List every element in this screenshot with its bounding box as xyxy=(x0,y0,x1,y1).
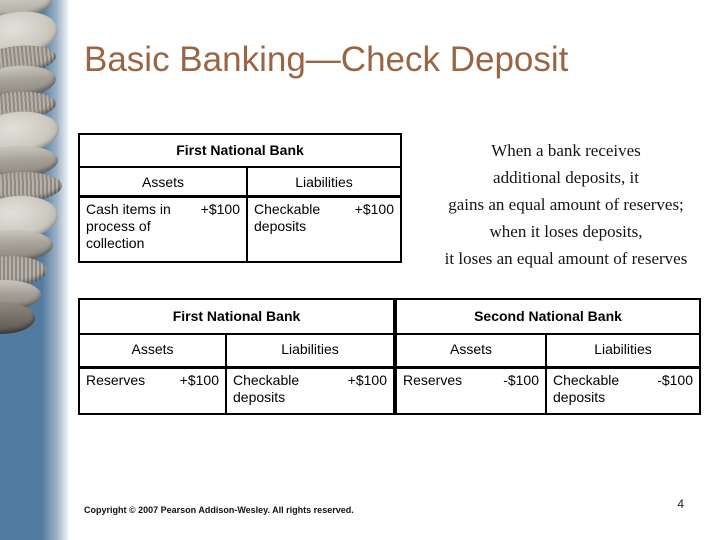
note-line: gains an equal amount of reserves; xyxy=(448,195,684,214)
top-taccount-first-national-bank xyxy=(78,133,402,263)
copyright-text: Copyright © 2007 Pearson Addison-Wesley. All rights reserved. xyxy=(84,505,354,515)
liability-name: Checkable deposits xyxy=(553,372,620,405)
liabilities-column-header: Liabilities xyxy=(545,335,699,369)
asset-amount: +$100 xyxy=(200,201,240,217)
assets-column-header: Assets xyxy=(393,335,545,369)
liabilities-entry-cell xyxy=(225,369,393,413)
asset-amount: +$100 xyxy=(179,372,219,388)
page-title: Basic Banking—Check Deposit xyxy=(84,40,569,79)
assets-entry-cell xyxy=(393,369,545,413)
bottom-taccounts xyxy=(78,298,701,415)
note-text xyxy=(418,137,714,272)
note-line: when it loses deposits, xyxy=(489,222,643,241)
asset-name: Cash items in process of collection xyxy=(86,201,171,251)
liability-name: Checkable deposits xyxy=(254,201,321,234)
asset-name: Reserves xyxy=(403,372,463,388)
asset-amount: -$100 xyxy=(503,372,539,388)
liabilities-entry-cell xyxy=(545,369,699,413)
assets-entry-cell xyxy=(80,369,225,413)
note-line: additional deposits, it xyxy=(493,168,639,187)
liability-amount: +$100 xyxy=(347,372,387,388)
liability-amount: +$100 xyxy=(354,201,394,217)
assets-column-header: Assets xyxy=(80,168,246,198)
liabilities-column-header: Liabilities xyxy=(225,335,393,369)
asset-name: Reserves xyxy=(86,372,146,388)
liability-amount: -$100 xyxy=(657,372,693,388)
liability-name: Checkable deposits xyxy=(233,372,300,405)
liabilities-column-header: Liabilities xyxy=(246,168,400,198)
assets-entry-cell xyxy=(80,198,246,261)
liabilities-entry-cell xyxy=(246,198,400,261)
sidebar-photo xyxy=(0,0,74,540)
bank-name-header-second: Second National Bank xyxy=(393,300,699,335)
bank-name-header: First National Bank xyxy=(80,135,400,168)
page-number: 4 xyxy=(677,497,684,511)
assets-column-header: Assets xyxy=(80,335,225,369)
note-line: it loses an equal amount of reserves xyxy=(444,249,688,268)
note-line: When a bank receives xyxy=(491,141,641,160)
bank-name-header-first: First National Bank xyxy=(80,300,393,335)
